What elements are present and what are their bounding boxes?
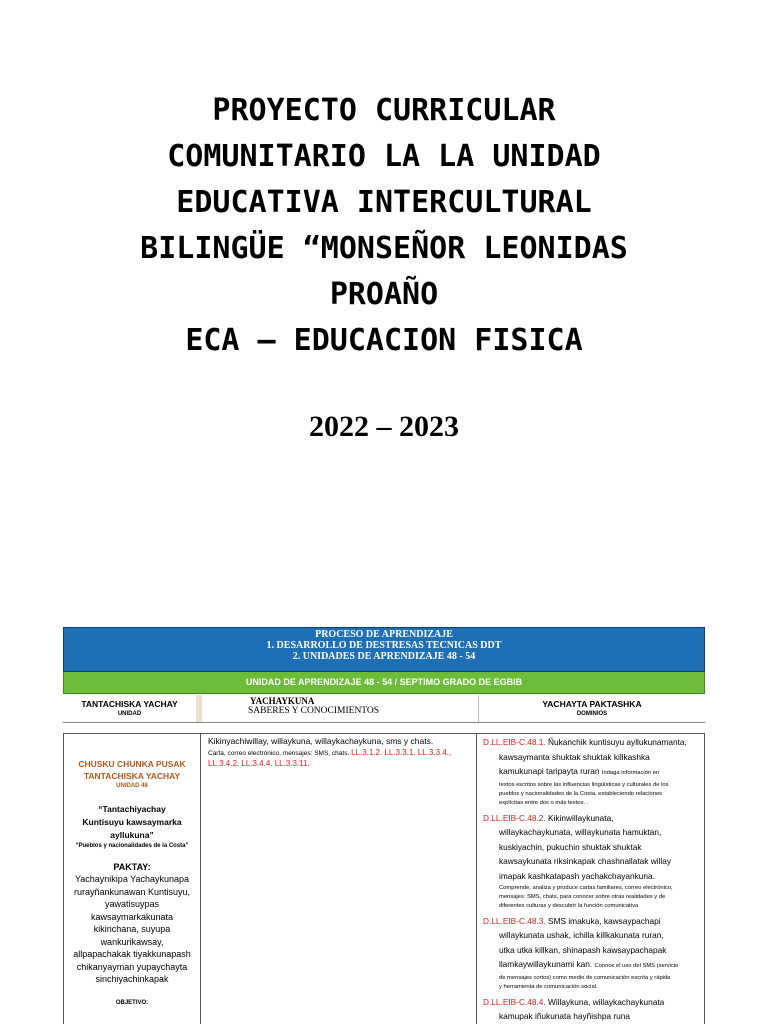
paktay-line: chikanyayman yupaychayta — [76, 961, 188, 972]
dominio-text: imapak kashkatapash yachakchayankuna. — [499, 871, 655, 882]
column-header-sub: SABERES Y CONOCIMIENTOS — [248, 706, 380, 716]
column-header-label: YACHAYKUNA — [250, 696, 315, 706]
document-title — [60, 88, 708, 364]
dominio-entry — [483, 811, 700, 912]
header-line: PROCESO DE APRENDIZAJE — [315, 629, 453, 640]
unit-quote — [64, 803, 200, 842]
unit-title — [64, 758, 200, 782]
dominio-text: kawsaymanta shuktak shuktak killkashka — [499, 751, 650, 762]
paktay-label: PAKTAY: — [113, 862, 151, 872]
paktay-line: allpapachakak tiyakkunapash — [73, 949, 191, 959]
title-line: PROYECTO CURRICULAR — [212, 93, 556, 128]
unit-number: UNIDAD 48 — [116, 783, 148, 789]
unit-translation: “Pueblos y nacionalidades de la Costa” — [75, 843, 189, 849]
unit-title-line: TANTACHISKA YACHAY — [83, 771, 181, 781]
dominio-text: willaykachaykunata, willaykunata hamuktan, — [499, 827, 662, 838]
paktay-line: Yachaynikipa Yachaykunapa — [74, 874, 190, 884]
dominio-note: diferentes culturas y descubrir la función comunicativa — [499, 903, 639, 910]
dominio-note: y herramienta de comunicación social. — [499, 984, 598, 991]
learning-process-header — [63, 627, 705, 672]
dominio-entry — [483, 914, 700, 993]
column-header-unit — [63, 695, 196, 722]
title-line: EDUCATIVA INTERCULTURAL — [176, 185, 592, 220]
title-line: COMUNITARIO LA LA UNIDAD — [167, 139, 601, 174]
dominio-text: SMS imakuka, kawsaypachapi — [548, 915, 661, 926]
dominios-cell — [477, 734, 704, 1024]
unit-header: UNIDAD DE APRENDIZAJE 48 - 54 / SEPTIMO GRADO DE EGBIB — [63, 672, 705, 694]
column-header-label: YACHAYTA PAKTASHKA — [542, 699, 642, 709]
dominio-text: willaykunata ushak, ichilla killkakunata ruran, — [499, 930, 664, 941]
paktay-line: rurayñankunawan Kuntisuyu, — [73, 886, 191, 897]
dominio-entry — [483, 995, 700, 1024]
paktay-text — [64, 873, 200, 986]
dominio-note: textos escritos sobre las influencias lingüísticas y culturales de los — [499, 781, 669, 788]
dominio-code: D.LL.EIB-C.48.1. — [483, 737, 546, 747]
header-line: 1. DESARROLLO DE DESTRESAS TECNICAS DDT — [266, 640, 502, 651]
dominio-note: mensajes: SMS, chats, para conocer sobre otras realidades y de — [499, 893, 666, 900]
dominio-text: Ñukanchik kuntisuyu ayllukunamanta, — [548, 737, 687, 747]
dominio-note: explícitas entre dos o más textos. . — [499, 800, 589, 807]
title-line: PROAÑO — [329, 277, 439, 312]
dominio-text: kamupak iñukunata hayñishpa runa — [499, 1011, 630, 1022]
dominio-note: de mensajes cortos) como medio de comunicación escrita y rápida — [499, 974, 671, 981]
paktay-line: wankurikawsay, — [100, 936, 164, 947]
unit-quote-line: ayllukuna” — [110, 830, 154, 840]
column-headers — [63, 695, 705, 723]
saberes-small: Carta, correo electrónico, mensajes: SMS, chats. — [208, 750, 350, 757]
paktay-line: kikinchana, suyupa — [93, 924, 171, 934]
saberes-main: Kikinyachiwillay, willaykuna, willaykachaykuna, sms y chats. — [208, 736, 434, 746]
paktay-line: kawsaymarkakunata — [90, 911, 174, 922]
dominio-entry — [483, 735, 700, 809]
column-header-dominios — [478, 695, 705, 722]
unit-quote-line: “Tantachiyachay — [98, 804, 166, 814]
title-line: ECA – EDUCACION FISICA — [185, 323, 583, 358]
column-header-sub: UNIDAD — [117, 711, 142, 717]
dominio-text: Kikinwillaykunata, — [548, 812, 614, 823]
dominio-text: kawsaykunata riksinkapak chashnallatak willay — [499, 856, 672, 867]
objetivo-label: OBJETIVO: — [115, 999, 149, 1006]
school-year: 2022 – 2023 — [309, 410, 459, 443]
title-line: BILINGÜE “MONSEÑOR LEONIDAS — [140, 231, 628, 266]
saberes-detail — [208, 747, 470, 759]
dominio-code: D.LL.EIB-C.48.3. — [483, 915, 546, 926]
column-header-label: TANTACHISKA YACHAY — [81, 699, 178, 709]
dominio-note: Indaga información en — [601, 770, 660, 777]
paktay-line: yawatisuypas — [104, 899, 160, 909]
dominio-note: Comprende, analiza y produce cartas familiares, correo electrónico, — [499, 884, 673, 891]
dominio-text: llamkaywillaykunami kan. — [499, 959, 593, 970]
dominio-text: kuskiyachin, pukuchin shuktak shuktak — [499, 841, 642, 852]
saberes-codes: LL.3.1.2. LL.3.3.1. LL.3.3.4., — [351, 748, 452, 757]
saberes-codes: LL.3.4.2. LL.3.4.4. LL.3.3.11. — [208, 759, 310, 768]
dominio-note: pueblos y nacionalidades de la Costa, estableciendo relaciones — [499, 791, 663, 798]
column-header-sub: DOMINIOS — [576, 711, 608, 717]
saberes-cell — [201, 734, 477, 1024]
unit-cell — [64, 734, 201, 1024]
dominio-code: D.LL.EIB-C.48.4. — [483, 996, 546, 1007]
column-header-saberes — [202, 695, 478, 722]
dominio-text: Willaykuna, willaykachaykunata — [548, 996, 665, 1007]
dominio-code: D.LL.EIB-C.48.2. — [483, 812, 546, 823]
dominio-text: utka utka killkan, shinapash kawsaypachapak — [499, 944, 667, 955]
dominio-text: kamukunapi taripayta ruran — [499, 766, 600, 777]
curriculum-table — [63, 733, 705, 1024]
unit-title-line: CHUSKU CHUNKA PUSAK — [78, 759, 186, 769]
header-line: 2. UNIDADES DE APRENDIZAJE 48 - 54 — [292, 651, 476, 662]
unit-quote-line: Kuntisuyu kawsaymarka — [82, 817, 182, 827]
paktay-line: sinchiyachinkapak — [95, 974, 169, 984]
dominio-note: Conoce el uso del SMS (servicio — [594, 963, 679, 970]
